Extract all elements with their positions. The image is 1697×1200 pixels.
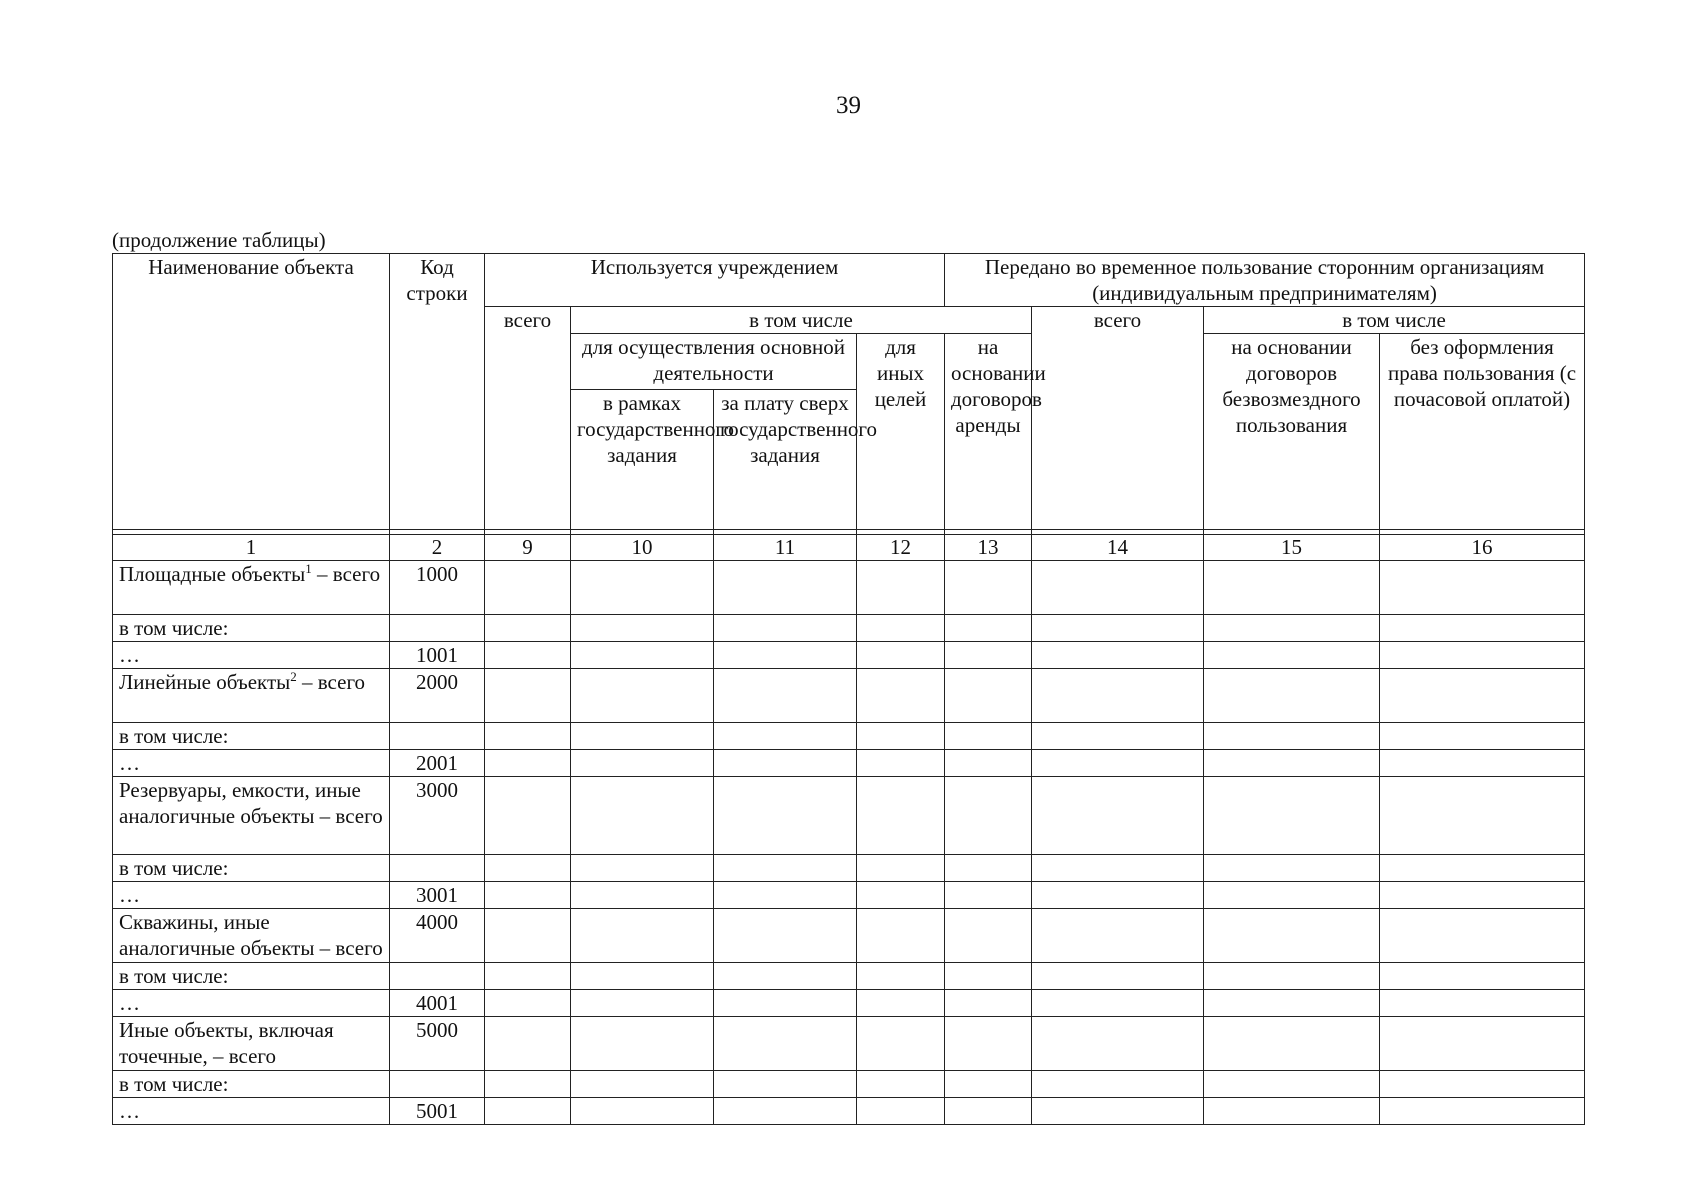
- row-code: 4000: [390, 909, 485, 963]
- value-cell[interactable]: [1032, 669, 1204, 723]
- value-cell[interactable]: [1204, 561, 1380, 615]
- table-row: [113, 1098, 1585, 1125]
- header-used-total: всего: [485, 307, 571, 530]
- value-cell[interactable]: [714, 963, 857, 990]
- value-cell[interactable]: [857, 1071, 945, 1098]
- value-cell[interactable]: [714, 723, 857, 750]
- value-cell[interactable]: [571, 777, 714, 855]
- row-code: 5000: [390, 1017, 485, 1071]
- column-number: 2: [390, 535, 485, 561]
- value-cell[interactable]: [1204, 855, 1380, 882]
- page-number: 39: [836, 92, 861, 119]
- value-cell[interactable]: [571, 561, 714, 615]
- value-cell[interactable]: [1204, 1098, 1380, 1125]
- row-code: [390, 855, 485, 882]
- value-cell[interactable]: [1380, 723, 1585, 750]
- value-cell[interactable]: [485, 1017, 571, 1071]
- value-cell[interactable]: [714, 1017, 857, 1071]
- value-cell[interactable]: [571, 1017, 714, 1071]
- value-cell[interactable]: [714, 669, 857, 723]
- value-cell[interactable]: [857, 909, 945, 963]
- column-number: 9: [485, 535, 571, 561]
- row-name: [113, 750, 390, 777]
- row-name: [113, 777, 390, 855]
- value-cell[interactable]: [485, 669, 571, 723]
- table-row: [113, 1017, 1585, 1071]
- row-code: 3000: [390, 777, 485, 855]
- value-cell[interactable]: [945, 909, 1032, 963]
- row-code: [390, 1071, 485, 1098]
- row-name-text: в том числе:: [119, 964, 229, 988]
- value-cell[interactable]: [714, 1071, 857, 1098]
- value-cell[interactable]: [714, 882, 857, 909]
- value-cell[interactable]: [571, 1098, 714, 1125]
- value-cell[interactable]: [1204, 990, 1380, 1017]
- value-cell[interactable]: [571, 882, 714, 909]
- value-cell[interactable]: [945, 750, 1032, 777]
- header-used-including: в том числе: [571, 307, 1032, 334]
- value-cell[interactable]: [1032, 1098, 1204, 1125]
- value-cell[interactable]: [1204, 669, 1380, 723]
- row-name: [113, 855, 390, 882]
- row-name-text: …: [119, 991, 140, 1015]
- row-code: 4001: [390, 990, 485, 1017]
- column-number: 12: [857, 535, 945, 561]
- value-cell[interactable]: [857, 855, 945, 882]
- value-cell[interactable]: [714, 1098, 857, 1125]
- table-row: [113, 777, 1585, 855]
- column-number: 14: [1032, 535, 1204, 561]
- table-row: [113, 882, 1585, 909]
- column-number: 1: [113, 535, 390, 561]
- value-cell[interactable]: [485, 990, 571, 1017]
- table-row: [113, 723, 1585, 750]
- header-transferred-group: Передано во временное пользование сторонним организациям (индивидуальным предпринимателям): [945, 254, 1585, 307]
- row-name: [113, 882, 390, 909]
- value-cell[interactable]: [945, 855, 1032, 882]
- header-name: Наименование объекта: [113, 254, 390, 530]
- column-number: 10: [571, 535, 714, 561]
- value-cell[interactable]: [1380, 1071, 1585, 1098]
- value-cell[interactable]: [1380, 882, 1585, 909]
- value-cell[interactable]: [571, 1071, 714, 1098]
- header-other-purposes: для иных целей: [857, 334, 945, 530]
- value-cell[interactable]: [571, 723, 714, 750]
- value-cell[interactable]: [1032, 777, 1204, 855]
- value-cell[interactable]: [1204, 750, 1380, 777]
- table-row: [113, 615, 1585, 642]
- value-cell[interactable]: [1380, 615, 1585, 642]
- header-free-use: на основании договоров безвозмездного пользования: [1204, 334, 1380, 530]
- value-cell[interactable]: [485, 723, 571, 750]
- row-code: 1000: [390, 561, 485, 615]
- value-cell[interactable]: [571, 669, 714, 723]
- value-cell[interactable]: [945, 669, 1032, 723]
- value-cell[interactable]: [945, 1071, 1032, 1098]
- row-name: [113, 642, 390, 669]
- row-name: [113, 1071, 390, 1098]
- row-name-text: в том числе:: [119, 724, 229, 748]
- row-name-text: в том числе:: [119, 1072, 229, 1096]
- value-cell[interactable]: [485, 1098, 571, 1125]
- row-name: [113, 963, 390, 990]
- value-cell[interactable]: [714, 615, 857, 642]
- footnote-marker: 1: [305, 561, 312, 576]
- value-cell[interactable]: [1380, 855, 1585, 882]
- value-cell[interactable]: [1204, 642, 1380, 669]
- value-cell[interactable]: [714, 642, 857, 669]
- value-cell[interactable]: [1380, 561, 1585, 615]
- value-cell[interactable]: [857, 615, 945, 642]
- table-row: [113, 642, 1585, 669]
- column-number: 11: [714, 535, 857, 561]
- value-cell[interactable]: [1380, 750, 1585, 777]
- value-cell[interactable]: [1380, 1098, 1585, 1125]
- table-row: [113, 1071, 1585, 1098]
- header-used-group: Используется учреждением: [485, 254, 945, 307]
- value-cell[interactable]: [571, 642, 714, 669]
- value-cell[interactable]: [485, 615, 571, 642]
- table-row: [113, 561, 1585, 615]
- row-code: [390, 615, 485, 642]
- value-cell[interactable]: [1380, 963, 1585, 990]
- value-cell[interactable]: [485, 777, 571, 855]
- row-name-text: Площадные объекты: [119, 562, 306, 586]
- value-cell[interactable]: [857, 642, 945, 669]
- value-cell[interactable]: [714, 777, 857, 855]
- value-cell[interactable]: [1380, 909, 1585, 963]
- table-row: [113, 963, 1585, 990]
- value-cell[interactable]: [485, 855, 571, 882]
- value-cell[interactable]: [485, 963, 571, 990]
- row-code: [390, 963, 485, 990]
- value-cell[interactable]: [945, 882, 1032, 909]
- header-code: Код строки: [390, 254, 485, 530]
- value-cell[interactable]: [1032, 723, 1204, 750]
- property-table: [112, 253, 1585, 1125]
- header-transferred-including: в том числе: [1204, 307, 1585, 334]
- value-cell[interactable]: [485, 750, 571, 777]
- value-cell[interactable]: [485, 561, 571, 615]
- value-cell[interactable]: [945, 1098, 1032, 1125]
- row-code: 2000: [390, 669, 485, 723]
- value-cell[interactable]: [485, 1071, 571, 1098]
- row-code: 1001: [390, 642, 485, 669]
- value-cell[interactable]: [1032, 1017, 1204, 1071]
- value-cell[interactable]: [857, 963, 945, 990]
- value-cell[interactable]: [485, 909, 571, 963]
- row-code: 3001: [390, 882, 485, 909]
- value-cell[interactable]: [1204, 1071, 1380, 1098]
- row-name-text: Резервуары, емкости, иные аналогичные объекты – всего: [119, 778, 383, 828]
- value-cell[interactable]: [1032, 642, 1204, 669]
- row-name-text: Линейные объекты: [119, 670, 291, 694]
- value-cell[interactable]: [857, 882, 945, 909]
- row-name: [113, 990, 390, 1017]
- value-cell[interactable]: [1380, 1017, 1585, 1071]
- value-cell[interactable]: [1032, 909, 1204, 963]
- value-cell[interactable]: [714, 561, 857, 615]
- value-cell[interactable]: [857, 561, 945, 615]
- value-cell[interactable]: [1032, 615, 1204, 642]
- row-name-text: Скважины, иные аналогичные объекты – всего: [119, 910, 383, 960]
- row-name-suffix: – всего: [296, 670, 366, 694]
- table-row: [113, 750, 1585, 777]
- value-cell[interactable]: [857, 723, 945, 750]
- value-cell[interactable]: [1204, 615, 1380, 642]
- row-name: [113, 723, 390, 750]
- value-cell[interactable]: [1204, 909, 1380, 963]
- value-cell[interactable]: [945, 963, 1032, 990]
- value-cell[interactable]: [945, 642, 1032, 669]
- row-name-text: …: [119, 643, 140, 667]
- column-number: 16: [1380, 535, 1585, 561]
- column-number: 13: [945, 535, 1032, 561]
- value-cell[interactable]: [714, 909, 857, 963]
- row-name: [113, 669, 390, 723]
- value-cell[interactable]: [714, 750, 857, 777]
- value-cell[interactable]: [714, 855, 857, 882]
- value-cell[interactable]: [571, 909, 714, 963]
- value-cell[interactable]: [1032, 990, 1204, 1017]
- column-number: 15: [1204, 535, 1380, 561]
- value-cell[interactable]: [1380, 777, 1585, 855]
- row-name-suffix: – всего: [311, 562, 381, 586]
- value-cell[interactable]: [1032, 882, 1204, 909]
- value-cell[interactable]: [945, 777, 1032, 855]
- value-cell[interactable]: [1204, 882, 1380, 909]
- table-row: [113, 669, 1585, 723]
- footnote-marker: 2: [290, 669, 297, 684]
- header-hourly: без оформления права пользования (с почасовой оплатой): [1380, 334, 1585, 530]
- value-cell[interactable]: [1380, 990, 1585, 1017]
- value-cell[interactable]: [857, 669, 945, 723]
- value-cell[interactable]: [1204, 723, 1380, 750]
- value-cell[interactable]: [857, 1017, 945, 1071]
- value-cell[interactable]: [945, 723, 1032, 750]
- row-code: 5001: [390, 1098, 485, 1125]
- value-cell[interactable]: [1380, 669, 1585, 723]
- row-name: [113, 561, 390, 615]
- value-cell[interactable]: [1204, 1017, 1380, 1071]
- header-state-task: в рамках государственного задания: [571, 390, 714, 530]
- value-cell[interactable]: [571, 990, 714, 1017]
- value-cell[interactable]: [571, 750, 714, 777]
- value-cell[interactable]: [571, 855, 714, 882]
- row-name: [113, 615, 390, 642]
- row-name-text: Иные объекты, включая точечные, – всего: [119, 1018, 334, 1068]
- value-cell[interactable]: [945, 615, 1032, 642]
- value-cell[interactable]: [571, 963, 714, 990]
- table-row: [113, 990, 1585, 1017]
- value-cell[interactable]: [485, 642, 571, 669]
- row-name-text: …: [119, 1099, 140, 1123]
- row-name-text: в том числе:: [119, 616, 229, 640]
- value-cell[interactable]: [1032, 855, 1204, 882]
- row-name-text: в том числе:: [119, 856, 229, 880]
- table-row: [113, 909, 1585, 963]
- row-code: [390, 723, 485, 750]
- value-cell[interactable]: [1032, 561, 1204, 615]
- row-name-text: …: [119, 751, 140, 775]
- row-name: [113, 1017, 390, 1071]
- header-transferred-total: всего: [1032, 307, 1204, 530]
- value-cell[interactable]: [857, 750, 945, 777]
- value-cell[interactable]: [1032, 1071, 1204, 1098]
- value-cell[interactable]: [857, 777, 945, 855]
- value-cell[interactable]: [857, 1098, 945, 1125]
- row-name: [113, 1098, 390, 1125]
- continuation-label: (продолжение таблицы): [112, 228, 326, 252]
- value-cell[interactable]: [1204, 777, 1380, 855]
- value-cell[interactable]: [571, 615, 714, 642]
- header-paid-above-task: за плату сверх государственного задания: [714, 390, 857, 530]
- value-cell[interactable]: [1204, 963, 1380, 990]
- header-lease: на основании договоров аренды: [945, 334, 1032, 530]
- value-cell[interactable]: [945, 1017, 1032, 1071]
- value-cell[interactable]: [945, 990, 1032, 1017]
- table-row: [113, 855, 1585, 882]
- row-name: [113, 909, 390, 963]
- value-cell[interactable]: [485, 882, 571, 909]
- row-name-text: …: [119, 883, 140, 907]
- value-cell[interactable]: [1380, 642, 1585, 669]
- row-code: 2001: [390, 750, 485, 777]
- header-main-activity: для осуществления основной деятельности: [571, 334, 857, 390]
- value-cell[interactable]: [714, 990, 857, 1017]
- value-cell[interactable]: [1032, 963, 1204, 990]
- value-cell[interactable]: [945, 561, 1032, 615]
- value-cell[interactable]: [857, 990, 945, 1017]
- value-cell[interactable]: [1032, 750, 1204, 777]
